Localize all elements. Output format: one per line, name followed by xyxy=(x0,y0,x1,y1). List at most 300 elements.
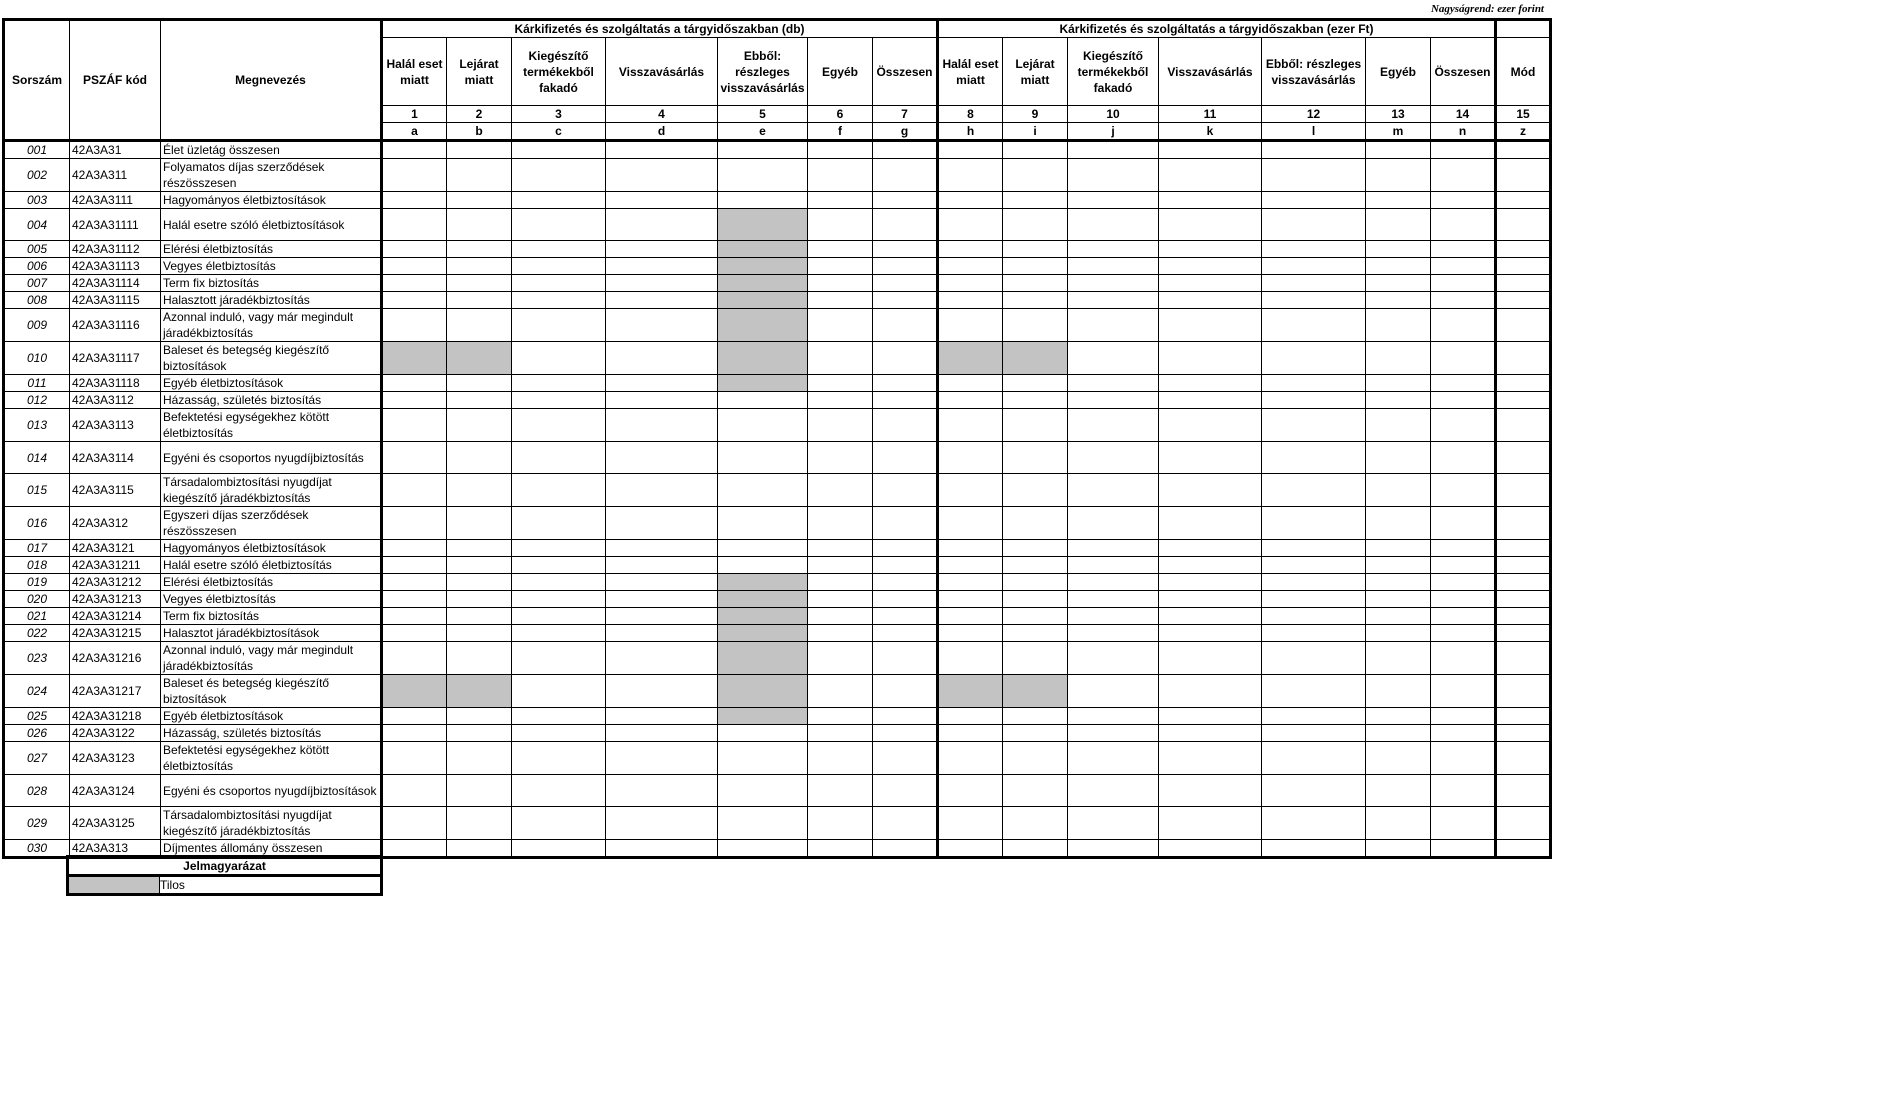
row-sorszam: 028 xyxy=(4,775,70,807)
row-megnevezes: Halál esetre szóló életbiztosítások xyxy=(161,209,382,241)
row-pszaf-kod: 42A3A3123 xyxy=(70,742,161,775)
header-row-groups xyxy=(4,20,1551,38)
data-cell xyxy=(1159,540,1262,557)
data-cell xyxy=(382,392,447,409)
header-letter-n: n xyxy=(1431,123,1496,141)
data-cell xyxy=(1366,409,1431,442)
data-cell xyxy=(606,159,718,192)
data-cell xyxy=(1431,775,1496,807)
data-cell xyxy=(512,507,606,540)
data-cell xyxy=(1366,807,1431,840)
row-megnevezes: Azonnal induló, vagy már megindult járadékbiztosítás xyxy=(161,642,382,675)
table-row xyxy=(4,557,1551,574)
row-sorszam: 019 xyxy=(4,574,70,591)
data-cell xyxy=(938,209,1003,241)
row-pszaf-kod: 42A3A312 xyxy=(70,507,161,540)
header-db-col-3: Kiegészítő termékekből fakadó xyxy=(512,38,606,106)
data-cell xyxy=(1159,675,1262,708)
data-cell xyxy=(1159,557,1262,574)
data-cell xyxy=(808,840,873,858)
row-sorszam: 016 xyxy=(4,507,70,540)
data-cell xyxy=(1431,591,1496,608)
data-cell xyxy=(512,241,606,258)
row-sorszam: 025 xyxy=(4,708,70,725)
data-cell xyxy=(1068,775,1159,807)
forbidden-cell xyxy=(718,625,808,642)
table-row xyxy=(4,675,1551,708)
data-cell xyxy=(1496,675,1551,708)
data-cell xyxy=(938,775,1003,807)
data-cell xyxy=(382,557,447,574)
table-row xyxy=(4,775,1551,807)
data-cell xyxy=(1003,608,1068,625)
header-number-2: 2 xyxy=(447,106,512,123)
data-cell xyxy=(873,742,938,775)
data-cell xyxy=(606,642,718,675)
header-letter-c: c xyxy=(512,123,606,141)
row-pszaf-kod: 42A3A31212 xyxy=(70,574,161,591)
data-cell xyxy=(873,557,938,574)
data-cell xyxy=(873,409,938,442)
data-cell xyxy=(1496,241,1551,258)
data-cell xyxy=(938,708,1003,725)
data-cell xyxy=(1262,159,1366,192)
data-cell xyxy=(938,442,1003,474)
data-cell xyxy=(447,292,512,309)
data-cell xyxy=(447,209,512,241)
data-cell xyxy=(1431,442,1496,474)
data-cell xyxy=(873,642,938,675)
table-row xyxy=(4,275,1551,292)
row-megnevezes: Házasság, születés biztosítás xyxy=(161,725,382,742)
data-cell xyxy=(1366,258,1431,275)
row-megnevezes: Halasztott járadékbiztosítás xyxy=(161,292,382,309)
data-cell xyxy=(938,742,1003,775)
data-cell xyxy=(718,442,808,474)
data-cell xyxy=(1068,292,1159,309)
data-cell xyxy=(1366,442,1431,474)
row-sorszam: 020 xyxy=(4,591,70,608)
data-cell xyxy=(1003,474,1068,507)
data-cell xyxy=(1431,192,1496,209)
data-cell xyxy=(1159,591,1262,608)
data-cell xyxy=(1262,540,1366,557)
data-cell xyxy=(873,309,938,342)
data-cell xyxy=(1431,807,1496,840)
table-row xyxy=(4,342,1551,375)
row-megnevezes: Azonnal induló, vagy már megindult járadékbiztosítás xyxy=(161,309,382,342)
data-cell xyxy=(938,141,1003,159)
data-cell xyxy=(1003,540,1068,557)
data-cell xyxy=(1496,608,1551,625)
table-row xyxy=(4,608,1551,625)
data-cell xyxy=(512,557,606,574)
row-sorszam: 023 xyxy=(4,642,70,675)
data-cell xyxy=(1366,725,1431,742)
data-cell xyxy=(1366,540,1431,557)
data-cell xyxy=(1068,608,1159,625)
data-cell xyxy=(1431,840,1496,858)
data-cell xyxy=(1159,141,1262,159)
data-cell xyxy=(382,625,447,642)
data-cell xyxy=(382,807,447,840)
row-pszaf-kod: 42A3A3113 xyxy=(70,409,161,442)
row-pszaf-kod: 42A3A3122 xyxy=(70,725,161,742)
data-cell xyxy=(1159,840,1262,858)
row-sorszam: 003 xyxy=(4,192,70,209)
row-megnevezes: Társadalombiztosítási nyugdíjat kiegészítő járadékbiztosítás xyxy=(161,474,382,507)
data-cell xyxy=(1366,275,1431,292)
row-pszaf-kod: 42A3A31117 xyxy=(70,342,161,375)
data-cell xyxy=(447,258,512,275)
data-cell xyxy=(447,507,512,540)
data-cell xyxy=(1262,675,1366,708)
data-cell xyxy=(382,159,447,192)
data-cell xyxy=(1068,540,1159,557)
data-cell xyxy=(1262,574,1366,591)
data-cell xyxy=(382,642,447,675)
data-cell xyxy=(1496,292,1551,309)
data-cell xyxy=(938,292,1003,309)
data-cell xyxy=(606,608,718,625)
data-cell xyxy=(1003,775,1068,807)
data-cell xyxy=(1003,192,1068,209)
data-cell xyxy=(1262,258,1366,275)
row-sorszam: 011 xyxy=(4,375,70,392)
data-cell xyxy=(808,807,873,840)
data-cell xyxy=(606,775,718,807)
data-cell xyxy=(938,507,1003,540)
data-cell xyxy=(606,409,718,442)
data-cell xyxy=(873,540,938,557)
row-sorszam: 029 xyxy=(4,807,70,840)
data-cell xyxy=(1366,557,1431,574)
data-cell xyxy=(1262,507,1366,540)
legend-label-tilos: Tilos xyxy=(160,876,382,895)
header-number-8: 8 xyxy=(938,106,1003,123)
data-cell xyxy=(1262,625,1366,642)
forbidden-cell xyxy=(938,675,1003,708)
data-cell xyxy=(718,775,808,807)
header-letter-a: a xyxy=(382,123,447,141)
data-cell xyxy=(1068,725,1159,742)
data-cell xyxy=(1366,775,1431,807)
data-cell xyxy=(512,442,606,474)
data-cell xyxy=(1003,807,1068,840)
forbidden-cell xyxy=(718,209,808,241)
data-cell xyxy=(1496,159,1551,192)
data-cell xyxy=(1431,375,1496,392)
data-cell xyxy=(873,392,938,409)
data-cell xyxy=(1159,608,1262,625)
data-cell xyxy=(1159,725,1262,742)
data-cell xyxy=(512,625,606,642)
data-cell xyxy=(1003,591,1068,608)
data-cell xyxy=(938,375,1003,392)
data-cell xyxy=(1159,241,1262,258)
data-cell xyxy=(1003,625,1068,642)
data-cell xyxy=(1159,507,1262,540)
data-cell xyxy=(606,840,718,858)
data-cell xyxy=(873,192,938,209)
data-cell xyxy=(1003,840,1068,858)
header-number-9: 9 xyxy=(1003,106,1068,123)
data-cell xyxy=(938,192,1003,209)
data-cell xyxy=(1431,141,1496,159)
data-cell xyxy=(1159,807,1262,840)
row-pszaf-kod: 42A3A31113 xyxy=(70,258,161,275)
data-cell xyxy=(1366,591,1431,608)
row-megnevezes: Halasztot járadékbiztosítások xyxy=(161,625,382,642)
data-cell xyxy=(1496,540,1551,557)
data-cell xyxy=(1262,775,1366,807)
data-cell xyxy=(512,159,606,192)
data-cell xyxy=(1366,474,1431,507)
data-cell xyxy=(873,275,938,292)
data-cell xyxy=(1262,392,1366,409)
data-cell xyxy=(873,292,938,309)
data-cell xyxy=(1159,292,1262,309)
data-cell xyxy=(1068,392,1159,409)
data-cell xyxy=(512,209,606,241)
data-cell xyxy=(512,309,606,342)
table-row xyxy=(4,807,1551,840)
data-cell xyxy=(606,675,718,708)
data-cell xyxy=(1068,309,1159,342)
data-cell xyxy=(938,392,1003,409)
forbidden-cell xyxy=(718,275,808,292)
data-cell xyxy=(1366,708,1431,725)
data-cell xyxy=(606,192,718,209)
data-cell xyxy=(512,375,606,392)
row-sorszam: 015 xyxy=(4,474,70,507)
data-cell xyxy=(938,309,1003,342)
data-cell xyxy=(1068,574,1159,591)
data-cell xyxy=(447,725,512,742)
data-cell xyxy=(382,742,447,775)
data-cell xyxy=(873,708,938,725)
table-row xyxy=(4,409,1551,442)
row-pszaf-kod: 42A3A31216 xyxy=(70,642,161,675)
row-megnevezes: Egyéb életbiztosítások xyxy=(161,375,382,392)
header-db-col-7: Összesen xyxy=(873,38,938,106)
data-cell xyxy=(1068,742,1159,775)
header-db-col-2: Lejárat miatt xyxy=(447,38,512,106)
data-cell xyxy=(1159,642,1262,675)
header-letter-b: b xyxy=(447,123,512,141)
data-cell xyxy=(808,258,873,275)
header-number-1: 1 xyxy=(382,106,447,123)
data-cell xyxy=(938,409,1003,442)
row-pszaf-kod: 42A3A3114 xyxy=(70,442,161,474)
data-cell xyxy=(606,309,718,342)
data-cell xyxy=(512,258,606,275)
data-cell xyxy=(382,141,447,159)
data-cell xyxy=(1431,574,1496,591)
data-cell xyxy=(1366,840,1431,858)
data-cell xyxy=(1159,409,1262,442)
data-cell xyxy=(606,141,718,159)
table-row xyxy=(4,375,1551,392)
data-cell xyxy=(447,392,512,409)
data-cell xyxy=(606,275,718,292)
data-cell xyxy=(1262,192,1366,209)
data-cell xyxy=(512,540,606,557)
header-letter-g: g xyxy=(873,123,938,141)
table-row xyxy=(4,708,1551,725)
data-cell xyxy=(382,309,447,342)
data-cell xyxy=(1159,309,1262,342)
header-number-13: 13 xyxy=(1366,106,1431,123)
data-cell xyxy=(1068,409,1159,442)
data-cell xyxy=(1431,258,1496,275)
data-cell xyxy=(1431,507,1496,540)
data-cell xyxy=(512,775,606,807)
data-cell xyxy=(808,309,873,342)
data-cell xyxy=(1003,557,1068,574)
data-cell xyxy=(1431,342,1496,375)
header-letter-j: j xyxy=(1068,123,1159,141)
header-ft-col-10: Kiegészítő termékekből fakadó xyxy=(1068,38,1159,106)
data-cell xyxy=(1159,375,1262,392)
data-cell xyxy=(938,275,1003,292)
data-cell xyxy=(1068,258,1159,275)
data-cell xyxy=(808,608,873,625)
row-pszaf-kod: 42A3A31218 xyxy=(70,708,161,725)
data-cell xyxy=(447,409,512,442)
data-cell xyxy=(447,540,512,557)
table-row xyxy=(4,141,1551,159)
data-cell xyxy=(808,625,873,642)
row-pszaf-kod: 42A3A3115 xyxy=(70,474,161,507)
table-row xyxy=(4,507,1551,540)
data-cell xyxy=(718,409,808,442)
data-cell xyxy=(1068,507,1159,540)
row-megnevezes: Egyszeri díjas szerződések részösszesen xyxy=(161,507,382,540)
data-cell xyxy=(382,241,447,258)
row-sorszam: 001 xyxy=(4,141,70,159)
data-cell xyxy=(938,725,1003,742)
table-row xyxy=(4,591,1551,608)
table-row xyxy=(4,258,1551,275)
data-cell xyxy=(1262,275,1366,292)
row-megnevezes: Befektetési egységekhez kötött életbiztosítás xyxy=(161,409,382,442)
row-pszaf-kod: 42A3A3124 xyxy=(70,775,161,807)
data-cell xyxy=(808,775,873,807)
data-cell xyxy=(1431,474,1496,507)
row-megnevezes: Díjmentes állomány összesen xyxy=(161,840,382,858)
row-sorszam: 012 xyxy=(4,392,70,409)
header-group-db: Kárkifizetés és szolgáltatás a tárgyidőszakban (db) xyxy=(382,20,938,38)
data-cell xyxy=(382,708,447,725)
data-cell xyxy=(1159,392,1262,409)
header-ft-col-11: Visszavásárlás xyxy=(1159,38,1262,106)
data-cell xyxy=(938,474,1003,507)
data-cell xyxy=(808,474,873,507)
data-cell xyxy=(873,840,938,858)
data-cell xyxy=(1262,342,1366,375)
row-sorszam: 004 xyxy=(4,209,70,241)
data-cell xyxy=(447,742,512,775)
data-cell xyxy=(1068,375,1159,392)
data-cell xyxy=(606,442,718,474)
row-megnevezes: Vegyes életbiztosítás xyxy=(161,258,382,275)
data-cell xyxy=(873,209,938,241)
row-pszaf-kod: 42A3A311 xyxy=(70,159,161,192)
data-cell xyxy=(1366,742,1431,775)
data-cell xyxy=(873,675,938,708)
data-cell xyxy=(808,591,873,608)
data-cell xyxy=(512,292,606,309)
forbidden-cell xyxy=(718,309,808,342)
header-megnevezes: Megnevezés xyxy=(161,20,382,141)
data-cell xyxy=(1496,141,1551,159)
data-cell xyxy=(1262,840,1366,858)
table-row xyxy=(4,292,1551,309)
data-cell xyxy=(1003,258,1068,275)
data-cell xyxy=(1068,625,1159,642)
data-cell xyxy=(1262,807,1366,840)
data-table xyxy=(2,18,1552,859)
data-cell xyxy=(1496,442,1551,474)
row-megnevezes: Elérési életbiztosítás xyxy=(161,574,382,591)
data-cell xyxy=(808,675,873,708)
data-cell xyxy=(512,275,606,292)
data-cell xyxy=(873,507,938,540)
forbidden-cell xyxy=(382,342,447,375)
data-cell xyxy=(1496,840,1551,858)
row-sorszam: 026 xyxy=(4,725,70,742)
data-cell xyxy=(1262,141,1366,159)
data-cell xyxy=(1431,292,1496,309)
data-cell xyxy=(606,209,718,241)
data-cell xyxy=(447,192,512,209)
header-mod-blank xyxy=(1496,20,1551,38)
data-cell xyxy=(1496,574,1551,591)
data-cell xyxy=(718,192,808,209)
header-number-3: 3 xyxy=(512,106,606,123)
data-cell xyxy=(1003,574,1068,591)
data-cell xyxy=(382,292,447,309)
table-row xyxy=(4,574,1551,591)
data-cell xyxy=(606,540,718,557)
data-cell xyxy=(1366,209,1431,241)
data-cell xyxy=(808,241,873,258)
data-cell xyxy=(718,807,808,840)
row-pszaf-kod: 42A3A31214 xyxy=(70,608,161,625)
data-cell xyxy=(382,409,447,442)
data-cell xyxy=(808,708,873,725)
forbidden-cell xyxy=(382,675,447,708)
data-cell xyxy=(606,742,718,775)
data-cell xyxy=(938,625,1003,642)
row-megnevezes: Baleset és betegség kiegészítő biztosítások xyxy=(161,342,382,375)
data-cell xyxy=(873,775,938,807)
data-cell xyxy=(873,258,938,275)
data-cell xyxy=(447,241,512,258)
data-cell xyxy=(447,375,512,392)
row-sorszam: 030 xyxy=(4,840,70,858)
header-letter-m: m xyxy=(1366,123,1431,141)
header-db-col-5: Ebből: részleges visszavásárlás xyxy=(718,38,808,106)
row-megnevezes: Folyamatos díjas szerződések részösszesen xyxy=(161,159,382,192)
data-cell xyxy=(938,840,1003,858)
data-cell xyxy=(382,608,447,625)
row-sorszam: 002 xyxy=(4,159,70,192)
data-cell xyxy=(1003,742,1068,775)
forbidden-cell xyxy=(718,342,808,375)
data-cell xyxy=(718,392,808,409)
